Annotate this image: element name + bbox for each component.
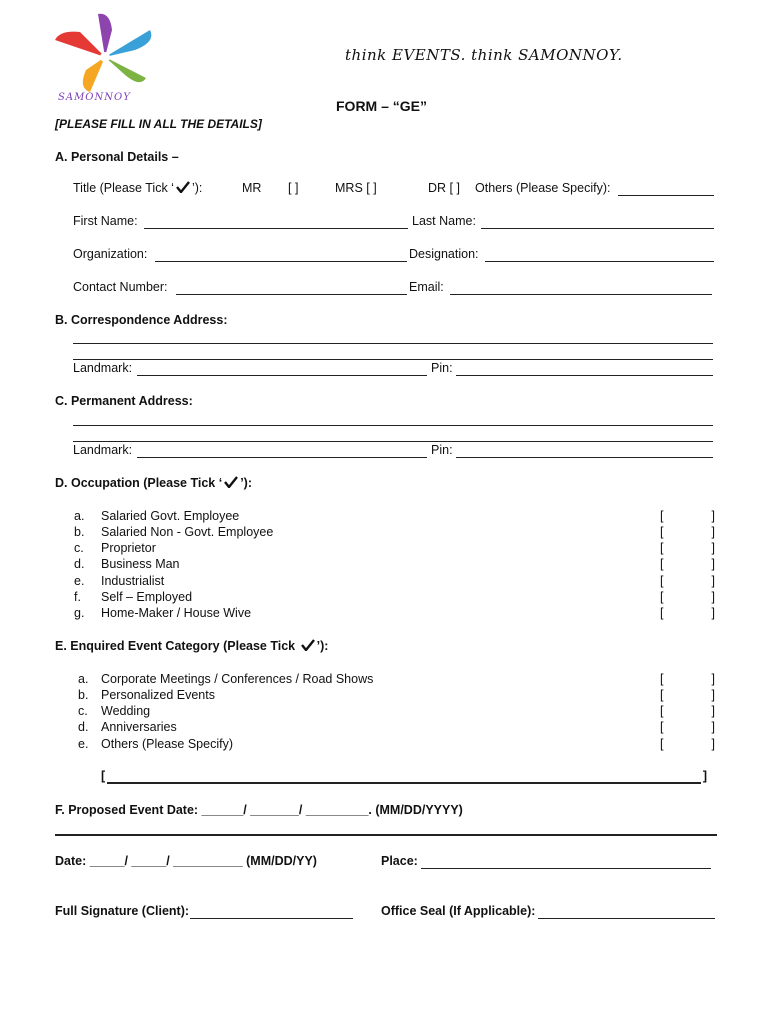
corr-address-line-2[interactable] bbox=[73, 359, 713, 360]
perm-landmark-label: Landmark: bbox=[73, 443, 133, 457]
title-label bbox=[73, 181, 202, 195]
bracket-close: ] bbox=[711, 672, 715, 686]
occupation-label: Home-Maker / House Wive bbox=[101, 606, 252, 620]
perm-pin-label: Pin: bbox=[431, 443, 453, 457]
section-e-heading-post: ’): bbox=[316, 639, 329, 653]
corr-address-line-1[interactable] bbox=[73, 343, 713, 344]
instruction: [PLEASE FILL IN ALL THE DETAILS] bbox=[55, 117, 262, 131]
occupation-letter: g. bbox=[74, 606, 85, 620]
occupation-checkbox[interactable] bbox=[660, 541, 715, 555]
event-checkbox[interactable] bbox=[660, 672, 715, 686]
occupation-label: Industrialist bbox=[101, 574, 165, 588]
first-name-label: First Name: bbox=[73, 214, 138, 228]
bracket-open: [ bbox=[660, 557, 664, 571]
event-checkbox[interactable] bbox=[660, 704, 715, 718]
bracket-open: [ bbox=[101, 769, 106, 783]
footer-seal-field[interactable] bbox=[538, 918, 715, 919]
occupation-checkbox[interactable] bbox=[660, 525, 715, 539]
logo bbox=[50, 12, 160, 107]
last-name-label: Last Name: bbox=[412, 214, 476, 228]
footer-signature-label: Full Signature (Client): bbox=[55, 904, 190, 918]
footer-signature-field[interactable] bbox=[190, 918, 353, 919]
bracket-close: ] bbox=[711, 737, 715, 751]
bracket-open: [ bbox=[660, 672, 664, 686]
event-checkbox[interactable] bbox=[660, 688, 715, 702]
occupation-label: Business Man bbox=[101, 557, 180, 571]
event-letter: b. bbox=[78, 688, 89, 702]
section-c-heading: C. Permanent Address: bbox=[55, 394, 193, 408]
bracket-open: [ bbox=[660, 590, 664, 604]
event-letter: e. bbox=[78, 737, 89, 751]
separator bbox=[55, 834, 717, 836]
occupation-checkbox[interactable] bbox=[660, 574, 715, 588]
bracket-close: ] bbox=[711, 541, 715, 555]
event-label: Others (Please Specify) bbox=[101, 737, 233, 751]
occupation-letter: d. bbox=[74, 557, 85, 571]
bracket-close: ] bbox=[711, 574, 715, 588]
footer-seal-label: Office Seal (If Applicable): bbox=[381, 904, 536, 918]
bracket-close: ] bbox=[711, 704, 715, 718]
event-label: Corporate Meetings / Conferences / Road Shows bbox=[101, 672, 374, 686]
perm-address-line-2[interactable] bbox=[73, 441, 713, 442]
event-letter: a. bbox=[78, 672, 89, 686]
section-e-heading-pre: E. Enquired Event Category (Please Tick bbox=[55, 639, 299, 653]
bracket-close: ] bbox=[711, 557, 715, 571]
bracket-close: ] bbox=[711, 590, 715, 604]
title-label-post: ’): bbox=[191, 181, 203, 195]
corr-pin-field[interactable] bbox=[456, 375, 713, 376]
event-checkbox[interactable] bbox=[660, 720, 715, 734]
first-name-field[interactable] bbox=[144, 228, 408, 229]
footer-place-field[interactable] bbox=[421, 868, 711, 869]
email-field[interactable] bbox=[450, 294, 712, 295]
occupation-label: Salaried Govt. Employee bbox=[101, 509, 240, 523]
bracket-open: [ bbox=[660, 606, 664, 620]
bracket-close: ] bbox=[711, 509, 715, 523]
event-letter: d. bbox=[78, 720, 89, 734]
contact-field[interactable] bbox=[176, 294, 407, 295]
occupation-letter: e. bbox=[74, 574, 85, 588]
checkmark-icon bbox=[224, 476, 238, 488]
corr-landmark-label: Landmark: bbox=[73, 361, 133, 375]
occupation-label: Self – Employed bbox=[101, 590, 193, 604]
bracket-close: ] bbox=[711, 720, 715, 734]
bracket-open: [ bbox=[660, 574, 664, 588]
perm-pin-field[interactable] bbox=[456, 457, 713, 458]
section-a-heading: A. Personal Details – bbox=[55, 150, 179, 164]
event-label: Anniversaries bbox=[101, 720, 177, 734]
perm-address-line-1[interactable] bbox=[73, 425, 713, 426]
bracket-close: ] bbox=[711, 525, 715, 539]
proposed-event-date[interactable]: F. Proposed Event Date: ______/ _______/ _________. (MM/DD/YYYY) bbox=[55, 803, 463, 817]
designation-field[interactable] bbox=[485, 261, 714, 262]
bracket-close: ] bbox=[702, 769, 707, 783]
others-specify-line bbox=[107, 782, 701, 784]
email-label: Email: bbox=[409, 280, 444, 294]
perm-landmark-field[interactable] bbox=[137, 457, 427, 458]
corr-pin-label: Pin: bbox=[431, 361, 453, 375]
title-mr-checkbox[interactable]: [ ] bbox=[288, 181, 299, 195]
footer-place-label: Place: bbox=[381, 854, 418, 868]
bracket-open: [ bbox=[660, 704, 664, 718]
title-mr: MR bbox=[242, 181, 262, 195]
tagline: think EVENTS. think SAMONNOY. bbox=[345, 46, 623, 64]
section-e-heading bbox=[55, 639, 328, 653]
bracket-open: [ bbox=[660, 525, 664, 539]
section-d-heading-pre: D. Occupation (Please Tick ‘ bbox=[55, 476, 223, 490]
occupation-label: Proprietor bbox=[101, 541, 156, 555]
bracket-open: [ bbox=[660, 720, 664, 734]
logo-text: SAMONNOY bbox=[58, 92, 131, 103]
bracket-open: [ bbox=[660, 541, 664, 555]
bracket-close: ] bbox=[711, 606, 715, 620]
occupation-checkbox[interactable] bbox=[660, 509, 715, 523]
event-checkbox[interactable] bbox=[660, 737, 715, 751]
title-label-pre: Title (Please Tick ‘ bbox=[73, 181, 174, 195]
others-specify-field[interactable] bbox=[101, 769, 707, 785]
checkmark-icon bbox=[301, 639, 315, 651]
occupation-checkbox[interactable] bbox=[660, 557, 715, 571]
occupation-letter: b. bbox=[74, 525, 85, 539]
occupation-label: Salaried Non - Govt. Employee bbox=[101, 525, 274, 539]
title-others-field[interactable] bbox=[618, 195, 714, 196]
occupation-letter: c. bbox=[74, 541, 84, 555]
corr-landmark-field[interactable] bbox=[137, 375, 427, 376]
logo-flower-icon bbox=[50, 12, 160, 94]
occupation-letter: a. bbox=[74, 509, 85, 523]
designation-label: Designation: bbox=[409, 247, 479, 261]
section-b-heading: B. Correspondence Address: bbox=[55, 313, 228, 327]
footer-date[interactable]: Date: _____/ _____/ __________ (MM/DD/YY) bbox=[55, 854, 317, 868]
event-letter: c. bbox=[78, 704, 88, 718]
occupation-letter: f. bbox=[74, 590, 81, 604]
bracket-close: ] bbox=[711, 688, 715, 702]
occupation-checkbox[interactable] bbox=[660, 590, 715, 604]
last-name-field[interactable] bbox=[481, 228, 714, 229]
bracket-open: [ bbox=[660, 688, 664, 702]
section-d-heading bbox=[55, 476, 252, 490]
contact-label: Contact Number: bbox=[73, 280, 168, 294]
title-others-label: Others (Please Specify): bbox=[475, 181, 611, 195]
event-label: Wedding bbox=[101, 704, 151, 718]
occupation-checkbox[interactable] bbox=[660, 606, 715, 620]
event-label: Personalized Events bbox=[101, 688, 215, 702]
form-title: FORM – “GE” bbox=[336, 98, 428, 114]
title-mrs-checkbox[interactable]: MRS [ ] bbox=[335, 181, 377, 195]
bracket-open: [ bbox=[660, 737, 664, 751]
title-dr-checkbox[interactable]: DR [ ] bbox=[428, 181, 460, 195]
organization-label: Organization: bbox=[73, 247, 148, 261]
section-d-heading-post: ’): bbox=[240, 476, 252, 490]
bracket-open: [ bbox=[660, 509, 664, 523]
checkmark-icon bbox=[176, 181, 190, 193]
organization-field[interactable] bbox=[155, 261, 407, 262]
